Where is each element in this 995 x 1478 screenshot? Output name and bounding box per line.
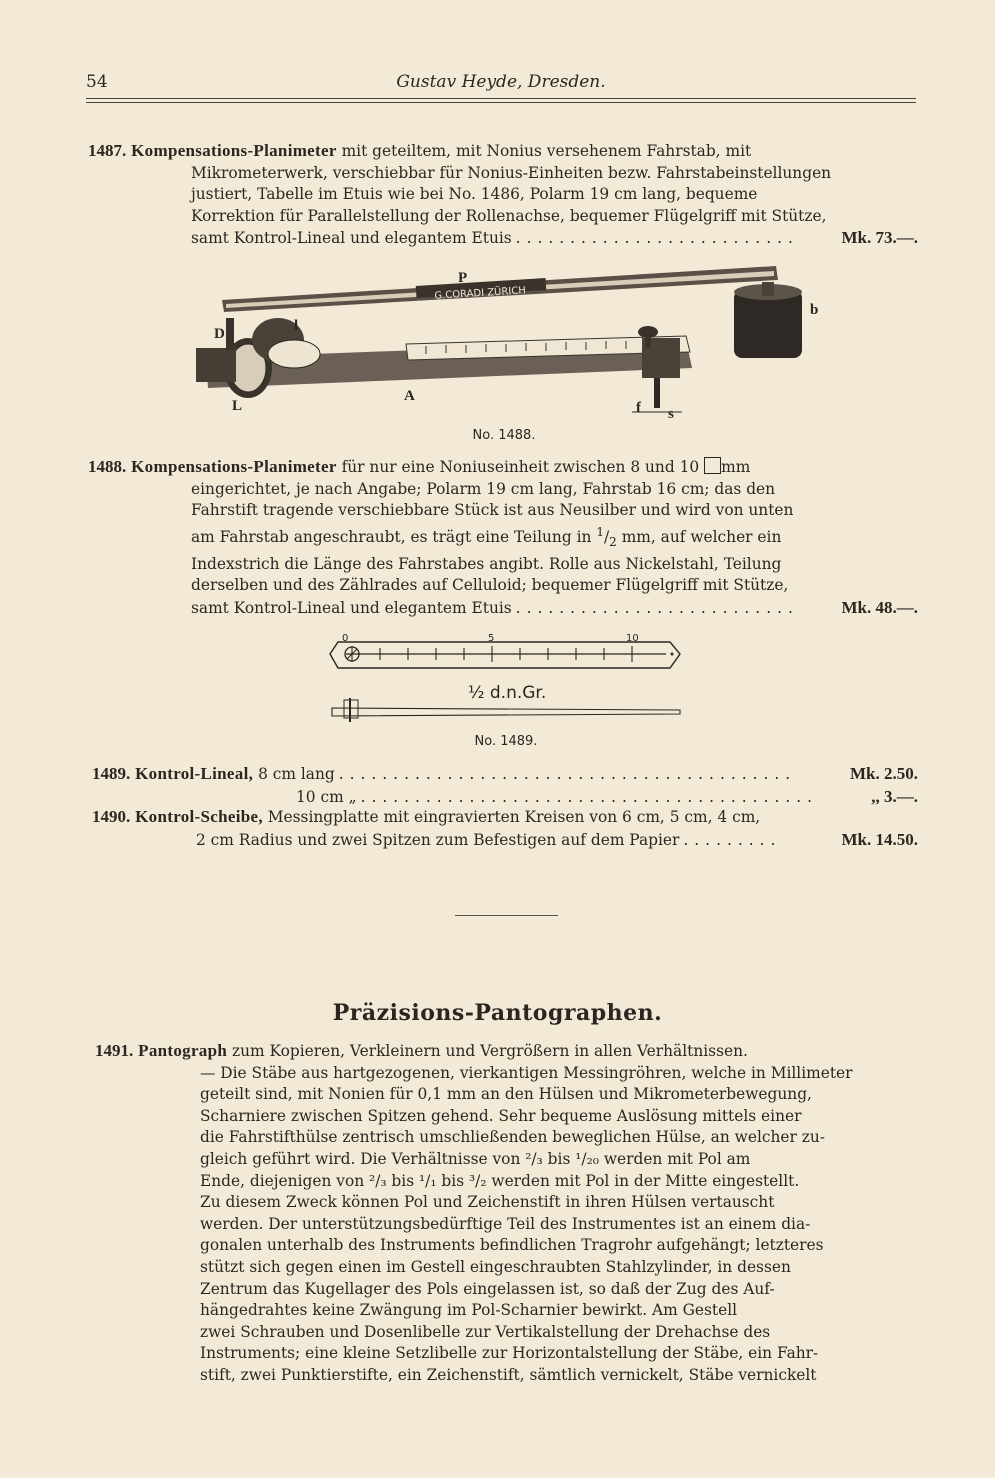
entry-number: 1487.: [88, 141, 127, 160]
entry-price: Mk. 48.—.: [841, 597, 918, 617]
entry-line: Ende, diejenigen von ²/₃ bis ¹/₁ bis ³/₂ werden mit Pol in der Mitte eingestellt.: [200, 1171, 800, 1190]
fraction-denominator: 2: [609, 534, 617, 549]
entry-first-line: [88, 140, 918, 163]
entry-line: Mikrometerwerk, verschiebbar für Nonius-Einheiten bezw. Fahrstabeinstellungen: [191, 163, 832, 182]
fraction-numerator: 1: [596, 524, 604, 539]
entry-price: ,, 3.—.: [871, 786, 918, 806]
entry-price: Mk. 73.—.: [841, 228, 918, 248]
square-symbol: [704, 457, 721, 474]
entry-text: 10 cm „: [296, 787, 357, 806]
entry-text: mm, auf welcher ein: [621, 527, 782, 546]
label-l: L: [232, 398, 243, 414]
entry-title: Pantograph: [138, 1041, 228, 1060]
entry-price: Mk. 14.50.: [841, 829, 918, 849]
entry-1489: [92, 763, 918, 808]
page-header: [86, 72, 916, 96]
entry-number: 1488.: [88, 457, 127, 476]
entry-price-line: [92, 786, 918, 809]
engraving-text: G.CORADI ZÜRICH: [434, 285, 527, 302]
entry-text: samt Kontrol-Lineal und elegantem Etuis: [191, 229, 512, 248]
scale-label: 0: [342, 633, 349, 644]
leader-dots: ..........................: [515, 598, 799, 617]
entry-number: 1489.: [92, 764, 131, 783]
entry-line: eingerichtet, je nach Angabe; Polarm 19 cm lang, Fahrstab 16 cm; das den: [191, 479, 776, 498]
entry-line: — Die Stäbe aus hartgezogenen, vierkantigen Messingröhren, welche in Millimeter: [200, 1063, 853, 1082]
entry-text: am Fahrstab angeschraubt, es trägt eine Teilung in: [191, 527, 592, 546]
entry-1488: [88, 456, 918, 619]
entry-price-line: [88, 597, 918, 620]
header-rule-bottom: [86, 102, 916, 103]
entry-line: gleich geführt wird. Die Verhältnisse von ²/₃ bis ¹/₂₀ werden mit Pol am: [200, 1149, 751, 1168]
entry-line: Korrektion für Parallelstellung der Rollenachse, bequemer Flügelgriff mit Stütze,: [191, 206, 827, 225]
running-head: Gustav Heyde, Dresden.: [396, 72, 606, 92]
figure-caption-1488: No. 1488.: [472, 428, 536, 443]
label-f: f: [636, 400, 641, 416]
label-b: b: [810, 302, 819, 318]
entry-line: zwei Schrauben und Dosenlibelle zur Vertikalstellung der Drehachse des: [200, 1322, 771, 1341]
label-s: s: [668, 406, 674, 422]
entry-first-line: [95, 1040, 859, 1063]
entry-1491: [95, 1040, 859, 1387]
entry-text: zum Kopieren, Verkleinern und Vergrößern in allen Verhältnissen.: [232, 1042, 748, 1060]
entry-text: 2 cm Radius und zwei Spitzen zum Befestigen auf dem Papier: [196, 830, 680, 849]
entry-line: hängedrahtes keine Zwängung im Pol-Scharnier bewirkt. Am Gestell: [200, 1301, 738, 1320]
entry-price: Mk. 2.50.: [850, 764, 918, 783]
entry-line: derselben und des Zählrades auf Celluloid; bequemer Flügelgriff mit Stütze,: [191, 576, 789, 595]
leader-dots: ..........................: [515, 229, 799, 248]
label-d: D: [214, 326, 225, 342]
entry-title: Kompensations-Planimeter: [131, 457, 337, 476]
entry-text: Messingplatte mit eingravierten Kreisen von 6 cm, 5 cm, 4 cm,: [267, 808, 761, 826]
label-p: P: [458, 270, 468, 286]
entry-line: Zentrum das Kugellager des Pols eingelassen ist, so daß der Zug des Auf-: [200, 1279, 775, 1298]
entry-line: stützt sich gegen einen im Gestell eingeschraubten Stahlzylinder, in dessen: [200, 1257, 791, 1276]
entry-line: Fahrstift tragende verschiebbare Stück ist aus Neusilber und wird von unten: [191, 501, 794, 520]
scale-note: ½ d.n.Gr.: [468, 683, 547, 703]
entry-number: 1490.: [92, 807, 131, 826]
entry-price-line: [88, 227, 918, 250]
entry-line: Zu diesem Zweck können Pol und Zeichenstift in ihren Hülsen vertauscht: [200, 1193, 775, 1212]
entry-line: Instruments; eine kleine Setzlibelle zur Horizontalstellung der Stäbe, ein Fahr-: [200, 1344, 819, 1363]
section-divider: [455, 915, 558, 916]
entry-first-line: [92, 806, 918, 829]
entry-price-line: [92, 763, 918, 786]
entry-line: Indexstrich die Länge des Fahrstabes angibt. Rolle aus Nickelstahl, Teilung: [191, 554, 782, 573]
entry-line: am Fahrstab angeschraubt, es trägt eine Teilung in $^1/_2$ mm, auf welcher ein: [191, 524, 782, 549]
scale-label: 5: [488, 633, 495, 644]
entry-line: stift, zwei Punktierstifte, ein Zeichenstift, sämtlich vernickelt, Stäbe vernickelt: [200, 1365, 817, 1384]
leader-dots: .........: [683, 830, 782, 849]
entry-text: 8 cm lang: [258, 765, 335, 783]
page-number: 54: [86, 72, 108, 92]
planimeter-illustration: [186, 262, 826, 432]
section-heading: Präzisions-Pantographen.: [332, 1000, 663, 1026]
entry-text: mit geteiltem, mit Nonius versehenem Fahrstab, mit: [341, 142, 752, 160]
figure-caption-1489: No. 1489.: [474, 734, 538, 749]
entry-line: justiert, Tabelle im Etuis wie bei No. 1486, Polarm 19 cm lang, bequeme: [191, 185, 758, 204]
entry-1490: [92, 806, 918, 851]
entry-text: für nur eine Noniuseinheit zwischen 8 und 10: [341, 458, 700, 476]
entry-price-line: [92, 829, 918, 852]
entry-title: Kompensations-Planimeter: [131, 141, 337, 160]
entry-text: mm: [721, 458, 751, 476]
entry-1487: [88, 140, 918, 250]
leader-dots: ..........................................: [360, 787, 819, 806]
entry-first-line: [88, 456, 918, 479]
entry-line: geteilt sind, mit Nonien für 0,1 mm an den Hülsen und Mikrometerbewegung,: [200, 1085, 812, 1104]
label-l-small: l: [294, 318, 299, 334]
header-rule-top: [86, 98, 916, 99]
label-a: A: [404, 388, 415, 404]
entry-title: Kontrol-Scheibe,: [135, 807, 263, 826]
entry-text: samt Kontrol-Lineal und elegantem Etuis: [191, 598, 512, 617]
leader-dots: ..........................................: [338, 765, 797, 783]
entry-line: die Fahrstifthülse zentrisch umschließenden beweglichen Hülse, an welcher zu-: [200, 1128, 825, 1147]
scale-label: 10: [626, 633, 639, 644]
entry-line: gonalen unterhalb des Instruments befindlichen Tragrohr aufgehängt; letzteres: [200, 1236, 824, 1255]
entry-title: Kontrol-Lineal,: [135, 764, 254, 783]
entry-line: werden. Der unterstützungsbedürftige Teil des Instrumentes ist an einem dia-: [200, 1214, 811, 1233]
entry-line: Scharniere zwischen Spitzen gehend. Sehr bequeme Auslösung mittels einer: [200, 1106, 802, 1125]
entry-number: 1491.: [95, 1041, 134, 1060]
control-ruler-illustration: [326, 628, 686, 728]
